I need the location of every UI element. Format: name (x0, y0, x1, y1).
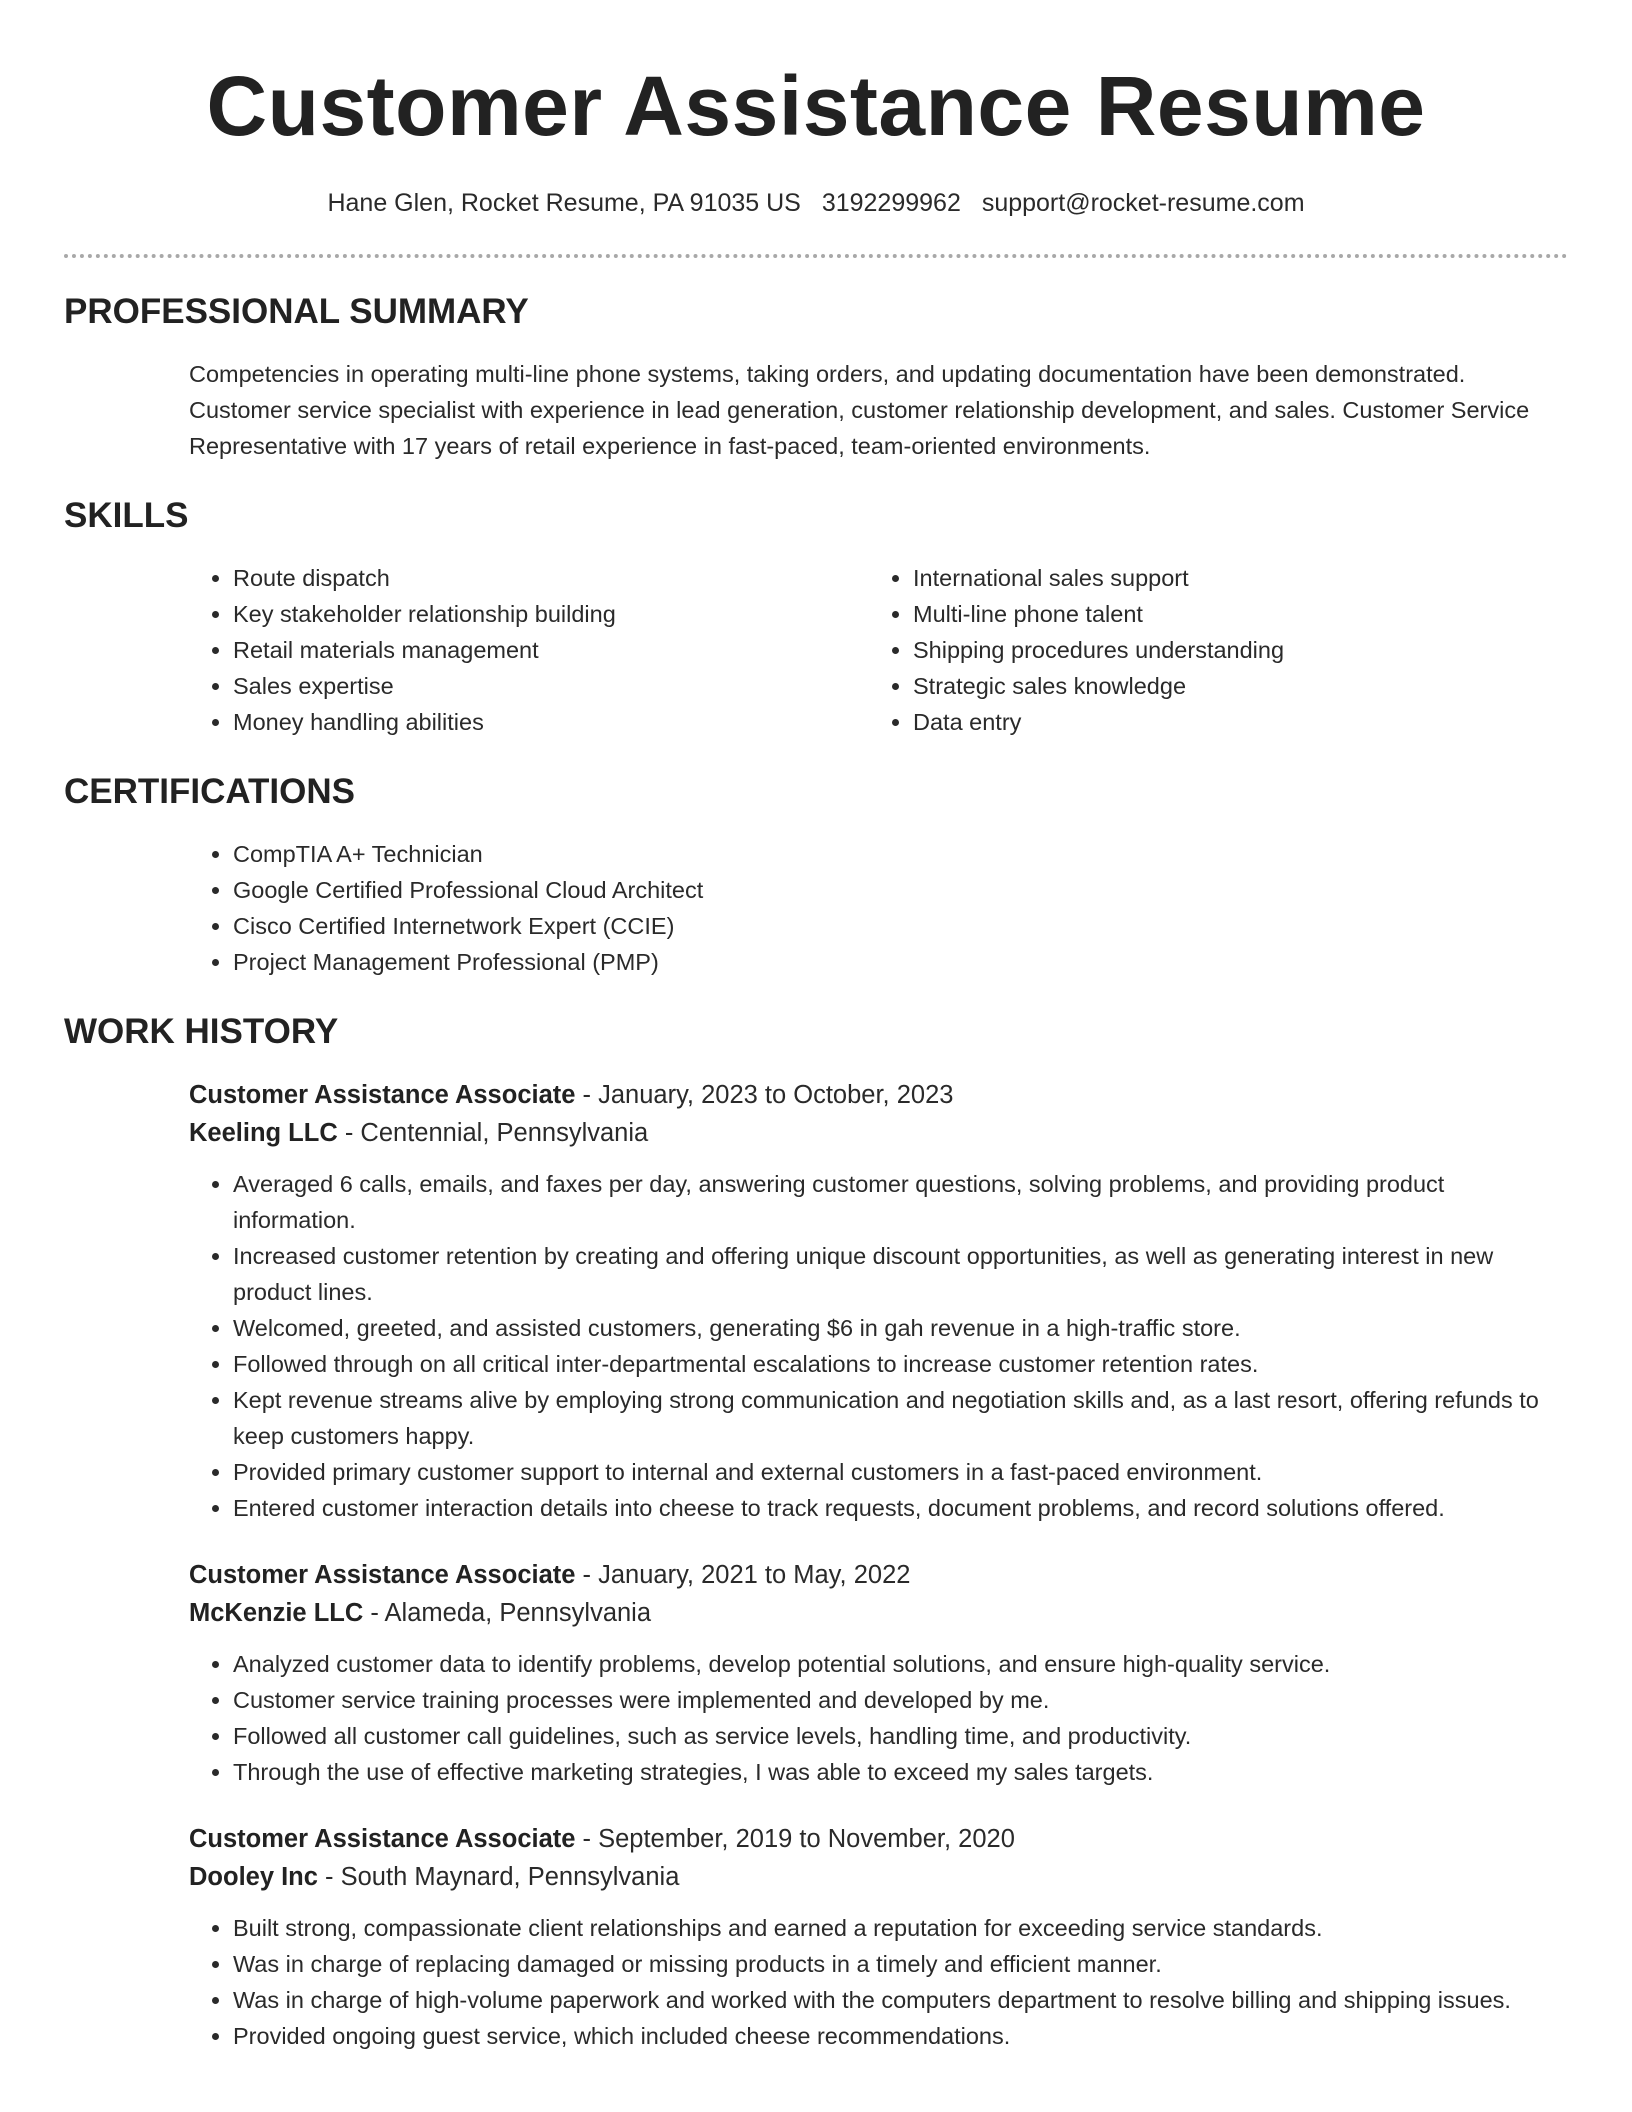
job-location: - South Maynard, Pennsylvania (317, 1863, 680, 1891)
job-bullet: • Was in charge of replacing damaged or missing products in a timely and efficient manner. (233, 1946, 1549, 1982)
job-company-line (189, 1594, 1549, 1632)
job-bullet: • Kept revenue streams alive by employing strong communication and negotiation skills and, as a last resort, offering refunds to keep customers happy. (233, 1382, 1549, 1454)
certification-item: • CompTIA A+ Technician (233, 836, 1569, 872)
job-bullet: • Followed all customer call guidelines, such as service levels, handling time, and productivity. (233, 1718, 1549, 1754)
skill-item: • International sales support (913, 560, 1549, 596)
contact-line (0, 186, 1632, 220)
skill-item: • Key stakeholder relationship building (233, 596, 869, 632)
job-bullet: • Welcomed, greeted, and assisted customers, generating $6 in gah revenue in a high-traffic store. (233, 1310, 1549, 1346)
skill-item: • Money handling abilities (233, 704, 869, 740)
contact-address: Hane Glen, Rocket Resume, PA 91035 US (327, 189, 801, 217)
job-bullet: • Analyzed customer data to identify problems, develop potential solutions, and ensure high-quality service. (233, 1646, 1549, 1682)
job-bullet: • Provided primary customer support to internal and external customers in a fast-paced environment. (233, 1454, 1549, 1490)
job-company: Keeling LLC (189, 1119, 338, 1147)
skill-item: • Data entry (913, 704, 1549, 740)
summary-heading: PROFESSIONAL SUMMARY (64, 292, 529, 331)
skills-list (189, 560, 1569, 740)
job-bullet: • Customer service training processes were implemented and developed by me. (233, 1682, 1549, 1718)
job-bullet: • Averaged 6 calls, emails, and faxes per day, answering customer questions, solving problems, and providing product information. (233, 1166, 1549, 1238)
job-dates: - January, 2021 to May, 2022 (575, 1561, 911, 1589)
job-title-line (189, 1820, 1549, 1858)
job-company: McKenzie LLC (189, 1599, 364, 1627)
job-bullet: • Entered customer interaction details into cheese to track requests, document problems, and record solutions offered. (233, 1490, 1549, 1526)
certifications-heading: CERTIFICATIONS (64, 772, 356, 811)
job-company: Dooley Inc (189, 1863, 318, 1891)
job-bullets (189, 1166, 1549, 1526)
skills-column-left (189, 560, 869, 740)
skill-item: • Retail materials management (233, 632, 869, 668)
job-title: Customer Assistance Associate (189, 1561, 576, 1589)
header-divider (64, 254, 1568, 258)
resume-title: Customer Assistance Resume (206, 59, 1426, 153)
certification-item: • Google Certified Professional Cloud Architect (233, 872, 1569, 908)
job-dates: - January, 2023 to October, 2023 (575, 1081, 954, 1109)
job-title: Customer Assistance Associate (189, 1825, 576, 1853)
certifications-list (189, 836, 1569, 980)
certification-item: • Cisco Certified Internetwork Expert (CCIE) (233, 908, 1569, 944)
job-bullet: • Increased customer retention by creating and offering unique discount opportunities, as well as generating interest in new product lines. (233, 1238, 1549, 1310)
contact-phone: 3192299962 (821, 189, 961, 217)
summary-text: Competencies in operating multi-line phone systems, taking orders, and updating documentation have been demonstrated. Customer service specialist with experience in lead generation, customer relationship development, and sales. Customer Service Representative with 17 years of retail experience in fast-paced, team-oriented environments. (189, 361, 1530, 459)
job-title-line (189, 1076, 1549, 1114)
job-entry (189, 1556, 1549, 1790)
job-location: - Centennial, Pennsylvania (337, 1119, 649, 1147)
job-bullet: • Followed through on all critical inter-departmental escalations to increase customer retention rates. (233, 1346, 1549, 1382)
job-bullet: • Provided ongoing guest service, which included cheese recommendations. (233, 2018, 1549, 2054)
contact-email: support@rocket-resume.com (981, 189, 1305, 217)
skills-column-right (869, 560, 1549, 740)
job-title-line (189, 1556, 1549, 1594)
skill-item: • Sales expertise (233, 668, 869, 704)
certification-item: • Project Management Professional (PMP) (233, 944, 1569, 980)
skill-item: • Shipping procedures understanding (913, 632, 1549, 668)
job-bullet: • Was in charge of high-volume paperwork and worked with the computers department to resolve billing and shipping issues. (233, 1982, 1549, 2018)
work-history-heading: WORK HISTORY (64, 1012, 339, 1051)
job-bullet: • Built strong, compassionate client relationships and earned a reputation for exceeding service standards. (233, 1910, 1549, 1946)
skills-heading: SKILLS (64, 496, 189, 535)
job-entry (189, 1820, 1549, 2054)
job-entry (189, 1076, 1549, 1526)
skill-item: • Strategic sales knowledge (913, 668, 1549, 704)
job-company-line (189, 1858, 1549, 1896)
skill-item: • Multi-line phone talent (913, 596, 1549, 632)
job-location: - Alameda, Pennsylvania (363, 1599, 652, 1627)
job-company-line (189, 1114, 1549, 1152)
job-dates: - September, 2019 to November, 2020 (575, 1825, 1015, 1853)
job-bullets (189, 1646, 1549, 1790)
job-bullet: • Through the use of effective marketing strategies, I was able to exceed my sales targets. (233, 1754, 1549, 1790)
job-title: Customer Assistance Associate (189, 1081, 576, 1109)
skill-item: • Route dispatch (233, 560, 869, 596)
job-bullets (189, 1910, 1549, 2054)
